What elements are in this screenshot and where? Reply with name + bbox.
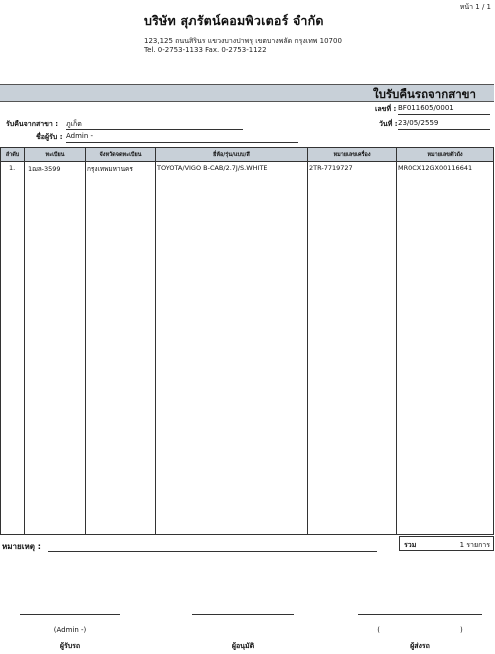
approver-signature-line: [192, 614, 294, 615]
page-number: หน้า 1 / 1: [459, 3, 491, 11]
sender-name: ( ): [377, 626, 463, 634]
remark-line: [48, 550, 377, 552]
sender-signature-line: [358, 614, 482, 615]
col-divider: [396, 148, 397, 534]
header-chassis: หมายเลขตัวถัง: [427, 152, 463, 158]
row-province: กรุงเทพมหานคร: [87, 165, 133, 173]
header-model: ยี่ห้อ/รุ่น/แบบ/สี: [213, 152, 250, 158]
remark-label: หมายเหตุ :: [2, 542, 41, 551]
receiver-label: ชื่อผู้รับ :: [36, 133, 63, 141]
row-no: 1.: [9, 164, 16, 172]
doc-date-value: 23/05/2559: [398, 119, 490, 130]
row-plate: 1ฌล-3599: [28, 165, 61, 173]
document-title: ใบรับคืนรถจากสาขา: [372, 87, 476, 101]
company-address: 123,125 ถนนสิรินร แขวงบางปาพรุ เขตบางพลัด กรุงเทพ 10700: [144, 37, 342, 45]
branch-label: รับคืนจากสาขา :: [6, 120, 59, 128]
receiver-value: Admin -: [66, 132, 298, 143]
header-plate: ทะเบียน: [45, 152, 65, 158]
company-name: บริษัท สุภรัตน์คอมพิวเตอร์ จำกัด: [144, 13, 324, 28]
approver-caption: ผู้อนุมัติ: [231, 642, 255, 650]
sender-caption: ผู้ส่งรถ: [410, 642, 430, 650]
header-engine: หมายเลขเครื่อง: [333, 152, 371, 158]
row-model: TOYOTA/VIGO B-CAB/2.7J/S.WHITE: [157, 164, 268, 172]
document-title-bar: [0, 84, 494, 102]
row-engine: 2TR-7719727: [309, 164, 353, 172]
receiver-signature-line: [20, 614, 120, 615]
doc-number-label: เลขที่ :: [375, 105, 397, 113]
receiver-caption: ผู้รับรถ: [59, 642, 81, 650]
doc-number-value: BF011605/0001: [398, 104, 490, 115]
col-divider: [155, 148, 156, 534]
company-contact: Tel. 0-2753-1133 Fax. 0-2753-1122: [144, 46, 267, 54]
header-no: ลำดับ: [5, 152, 20, 158]
row-chassis: MR0CX12GX00116641: [398, 164, 473, 172]
items-table: [0, 147, 494, 535]
header-province: จังหวัดจดทะเบียน: [99, 152, 142, 158]
doc-date-label: วันที่ :: [379, 120, 398, 128]
total-label: รวม: [404, 541, 417, 549]
col-divider: [85, 148, 86, 534]
col-divider: [307, 148, 308, 534]
company-address-block: [144, 37, 342, 55]
branch-value: ภูเก็ต: [66, 119, 243, 130]
receiver-name: (Admin -): [53, 626, 87, 634]
total-value: 1 รายการ: [459, 541, 490, 549]
col-divider: [24, 148, 25, 534]
